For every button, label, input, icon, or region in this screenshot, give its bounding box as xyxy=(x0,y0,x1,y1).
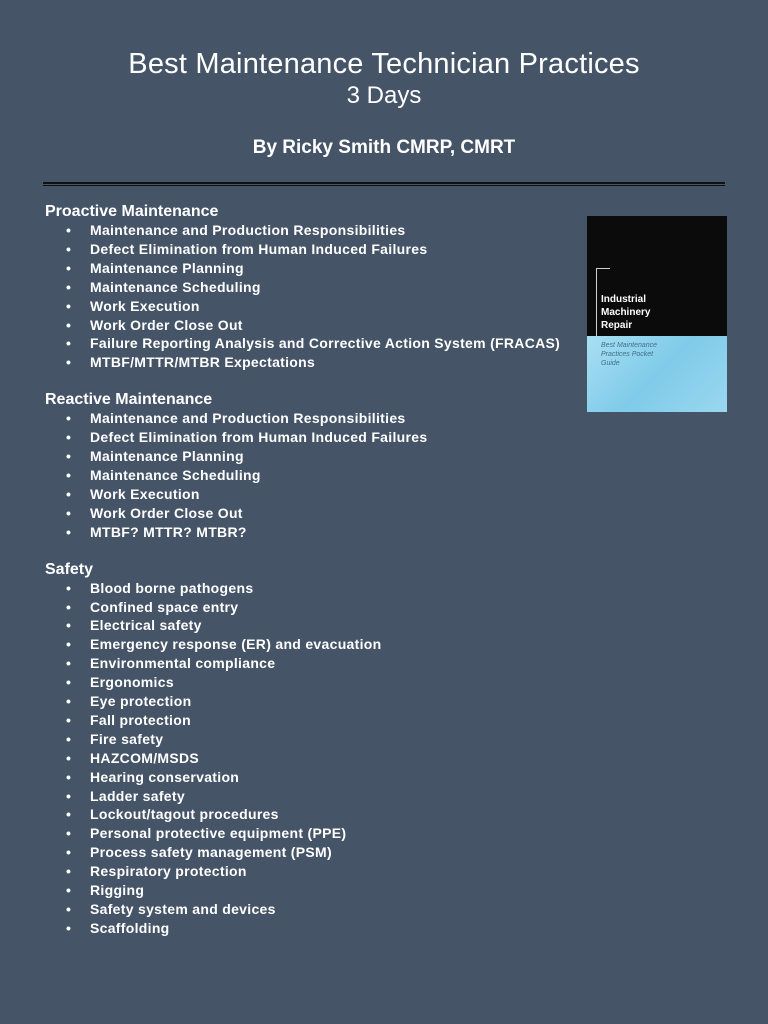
book-title-line: Repair xyxy=(601,320,633,331)
list-item: • Maintenance Scheduling xyxy=(45,278,585,297)
list-item: • Personal protective equipment (PPE) xyxy=(45,824,585,843)
item-list xyxy=(45,409,585,541)
list-item: • Electrical safety xyxy=(45,616,585,635)
book-subtitle-line: Guide xyxy=(601,360,620,367)
section-safety xyxy=(45,560,585,938)
list-item: • Work Order Close Out xyxy=(45,316,585,335)
list-item: • Fire safety xyxy=(45,730,585,749)
book-cover-rule-tick xyxy=(596,268,610,269)
header-divider xyxy=(43,182,725,186)
list-item: • Maintenance and Production Responsibilities xyxy=(45,409,585,428)
course-outline xyxy=(45,202,585,956)
item-list xyxy=(45,221,585,372)
list-item: • Maintenance Planning xyxy=(45,259,585,278)
list-item: • Defect Elimination from Human Induced Failures xyxy=(45,240,585,259)
list-item: • Maintenance Scheduling xyxy=(45,466,585,485)
list-item: • Defect Elimination from Human Induced Failures xyxy=(45,428,585,447)
list-item: • Ergonomics xyxy=(45,673,585,692)
list-item: • Blood borne pathogens xyxy=(45,579,585,598)
list-item: • Eye protection xyxy=(45,692,585,711)
section-reactive-maintenance xyxy=(45,390,585,541)
list-item: • Safety system and devices xyxy=(45,900,585,919)
list-item: • Emergency response (ER) and evacuation xyxy=(45,635,585,654)
list-item: • Work Execution xyxy=(45,297,585,316)
list-item: • Scaffolding xyxy=(45,919,585,938)
list-item: • Hearing conservation xyxy=(45,768,585,787)
book-cover-title xyxy=(601,293,721,332)
list-item: • Ladder safety xyxy=(45,787,585,806)
book-cover-subtitle xyxy=(601,341,721,368)
book-subtitle-line: Practices Pocket xyxy=(601,351,654,358)
list-item: • Confined space entry xyxy=(45,598,585,617)
list-item: • Work Execution xyxy=(45,485,585,504)
list-item: • Work Order Close Out xyxy=(45,504,585,523)
section-heading: Reactive Maintenance xyxy=(45,391,213,409)
section-proactive-maintenance xyxy=(45,202,585,372)
list-item: • Rigging xyxy=(45,881,585,900)
document-subtitle: 3 Days xyxy=(346,82,422,109)
section-heading: Safety xyxy=(45,560,94,578)
author-line: By Ricky Smith CMRP, CMRT xyxy=(252,137,516,158)
book-cover-image xyxy=(587,216,727,412)
list-item: • Failure Reporting Analysis and Corrective Action System (FRACAS) xyxy=(45,334,585,353)
list-item: • Environmental compliance xyxy=(45,654,585,673)
section-heading: Proactive Maintenance xyxy=(45,203,219,220)
document-header xyxy=(0,46,768,160)
document-title: Best Maintenance Technician Practices xyxy=(128,48,640,80)
list-item: • MTBF? MTTR? MTBR? xyxy=(45,523,585,542)
list-item: • Lockout/tagout procedures xyxy=(45,805,585,824)
list-item: • Maintenance Planning xyxy=(45,447,585,466)
list-item: • Respiratory protection xyxy=(45,862,585,881)
item-list xyxy=(45,579,585,938)
list-item: • Process safety management (PSM) xyxy=(45,843,585,862)
book-title-line: Industrial xyxy=(601,294,647,305)
list-item: • MTBF/MTTR/MTBR Expectations xyxy=(45,353,585,372)
list-item: • Fall protection xyxy=(45,711,585,730)
list-item: • Maintenance and Production Responsibilities xyxy=(45,221,585,240)
book-title-line: Machinery xyxy=(601,307,651,318)
book-subtitle-line: Best Maintenance xyxy=(601,342,658,349)
list-item: • HAZCOM/MSDS xyxy=(45,749,585,768)
